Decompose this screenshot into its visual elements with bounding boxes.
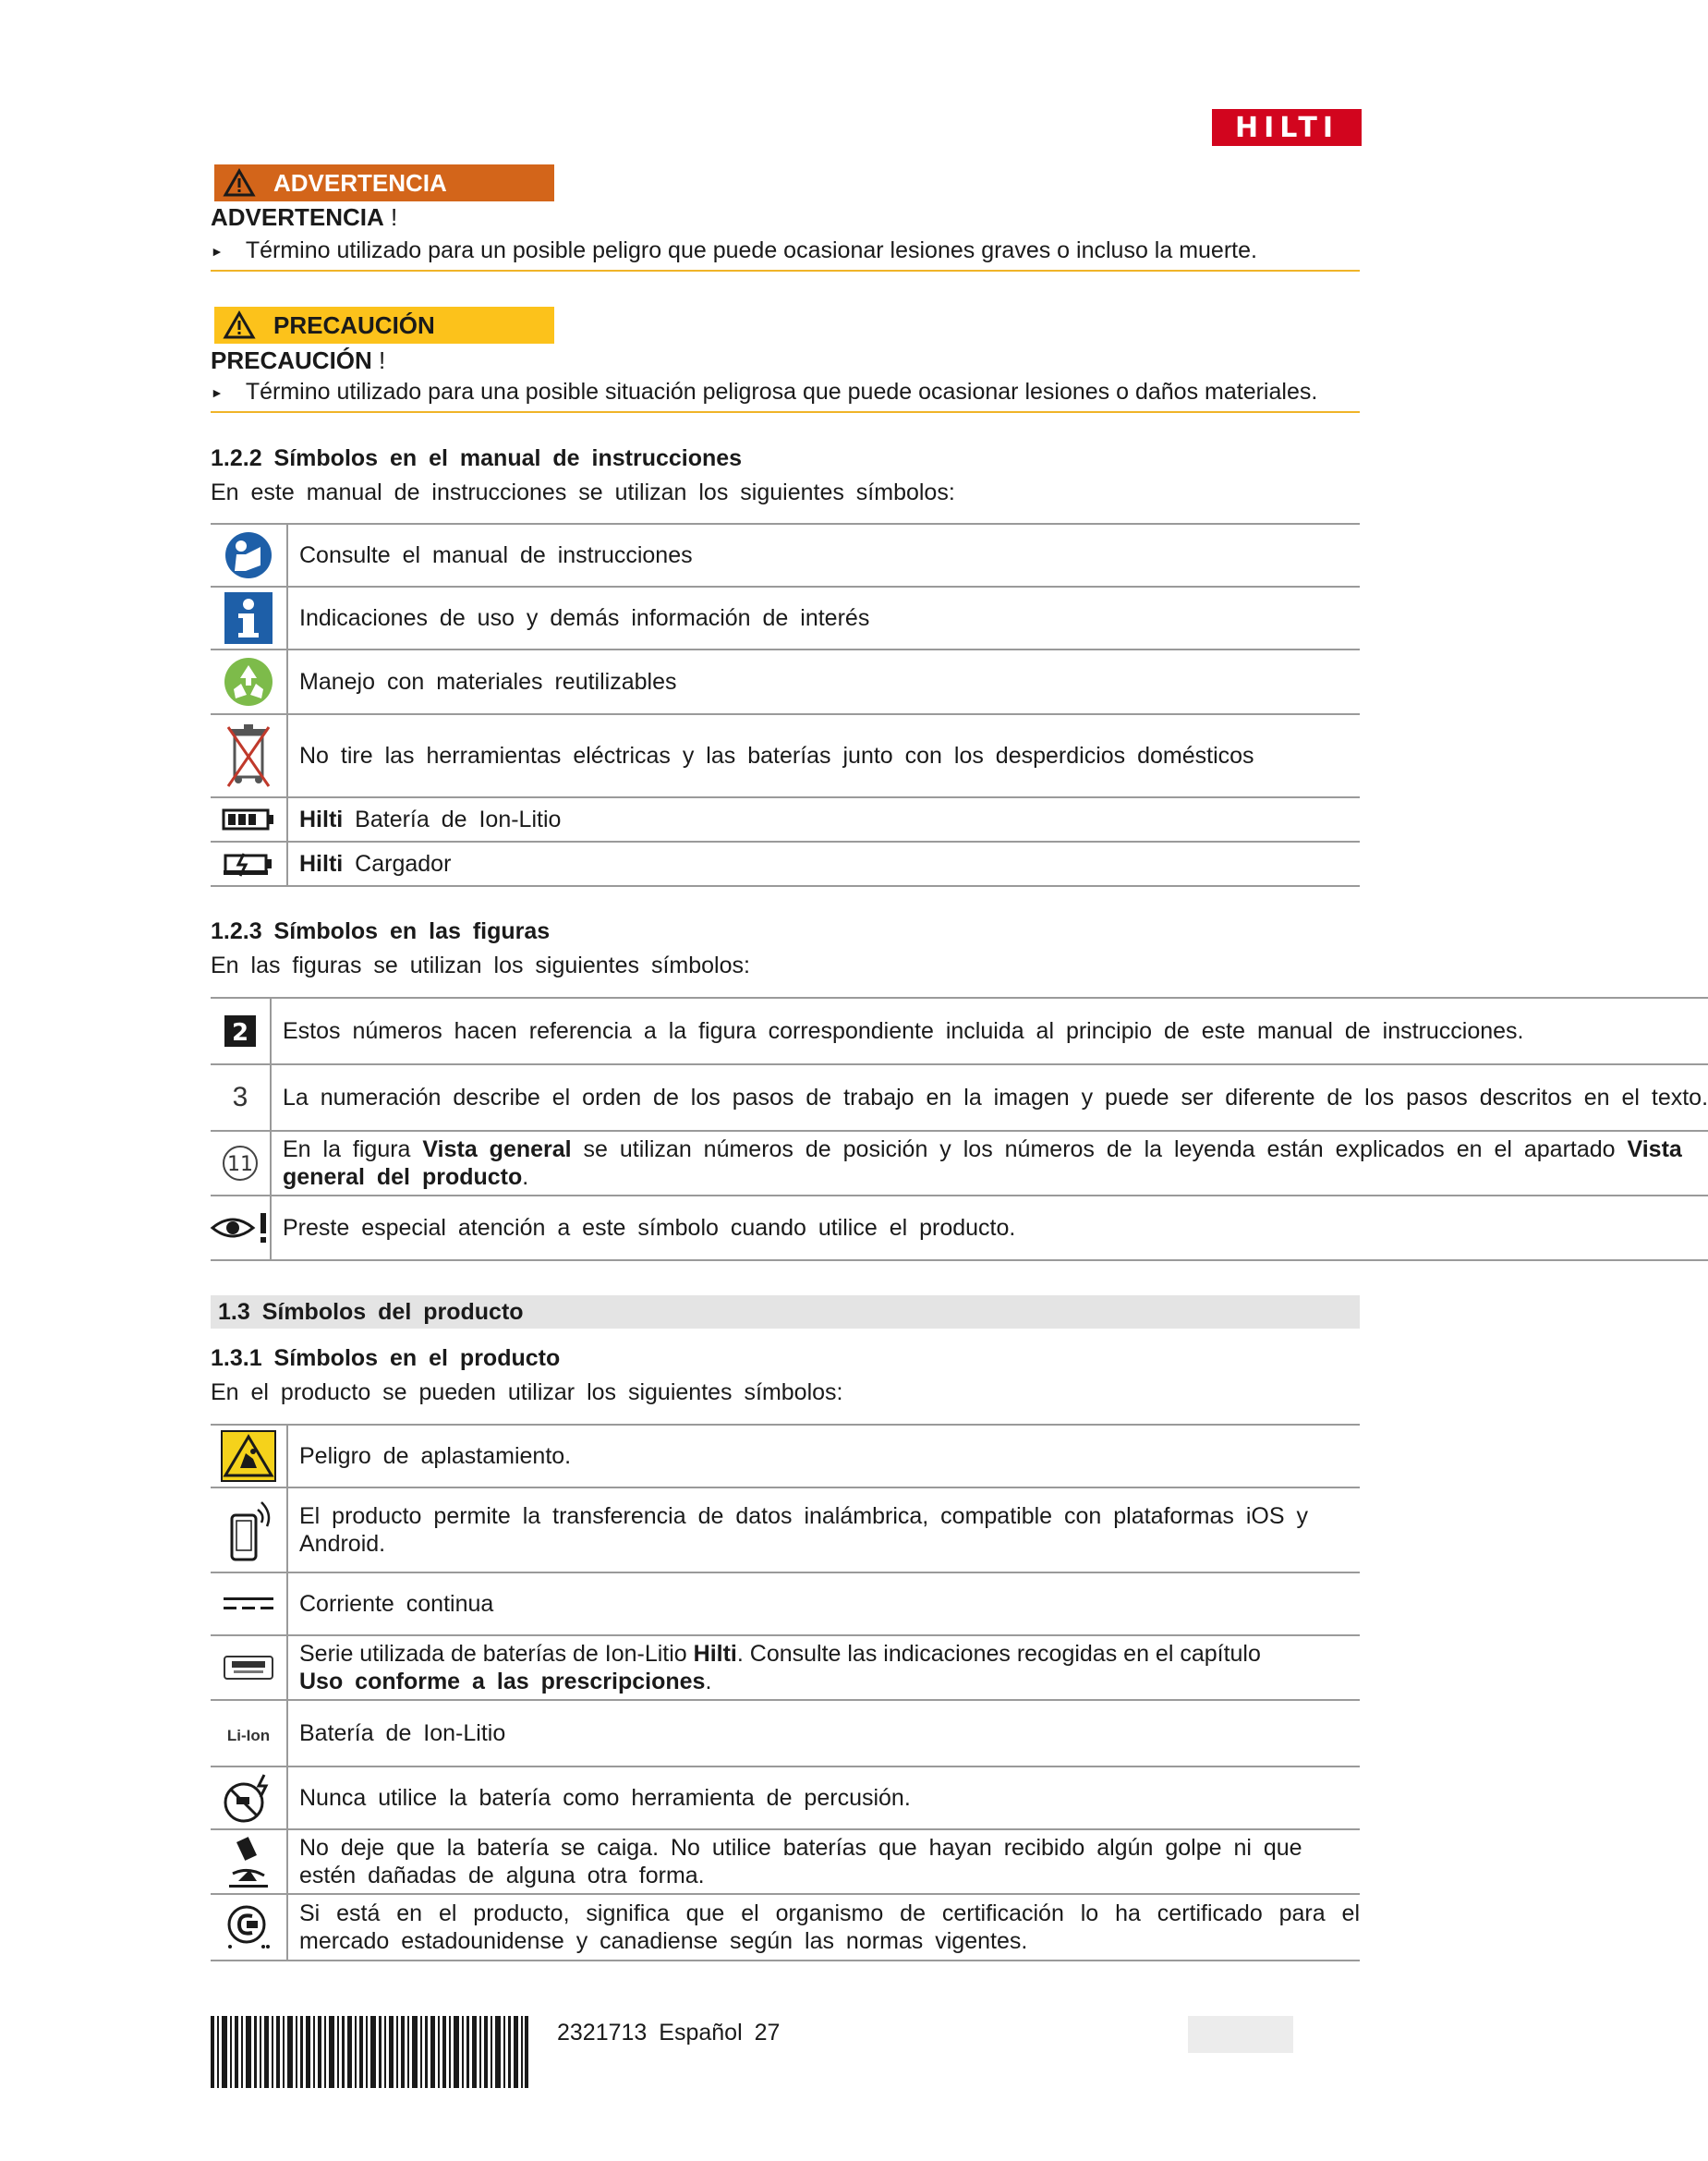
symbol-description: Estos números hacen referencia a la figura correspondiente incluida al principio de este manual de instrucciones. [271,998,1708,1064]
table-row [211,797,1360,842]
warning-text: ► Término utilizado para un posible peligro que puede ocasionar lesiones graves o incluso la muerte. [211,237,1257,263]
symbol-description: Consulte el manual de instrucciones [287,524,1360,587]
symbol-description: Corriente continua [287,1572,1360,1635]
crush-hazard-icon [211,1431,286,1481]
table-row [211,842,1360,886]
battery-icon [211,807,286,832]
drop-battery-icon [211,1833,286,1890]
info-icon [211,592,286,644]
section-intro: En las figuras se utilizan los siguientes símbolos: [211,953,750,978]
table-row [211,1131,1708,1196]
divider [211,270,1360,272]
symbol-description: Batería de Ion-Litio [287,1700,1360,1766]
warning-title: ADVERTENCIA ! [211,203,398,231]
recycle-icon [211,656,286,708]
table-row [211,1196,1708,1260]
warning-banner: ADVERTENCIA [214,164,554,201]
table-row [211,524,1360,587]
table-row [211,714,1360,797]
section-heading-1-3-1: 1.3.1 Símbolos en el producto [211,1345,561,1371]
divider [211,411,1360,413]
wireless-phone-icon [211,1497,286,1563]
table-row [211,1829,1360,1894]
warning-triangle-icon [224,169,255,197]
charger-icon [211,850,286,878]
symbol-description: No tire las herramientas eléctricas y las baterías junto con los desperdicios domésticos [287,714,1360,797]
manual-icon [211,530,286,580]
symbol-description: Preste especial atención a este símbolo cuando utilice el producto. [271,1196,1708,1260]
svg-text:11: 11 [227,1153,253,1176]
table-row [211,1700,1360,1766]
section-intro: En este manual de instrucciones se utilizan los siguientes símbolos: [211,480,955,505]
symbol-description: Nunca utilice la batería como herramienta de percusión. [287,1766,1360,1829]
table-row [211,1572,1360,1635]
symbol-description: Si está en el producto, significa que el organismo de certificación lo ha certificado para el mercado estadounidense y canadiense según las normas vigentes. [287,1894,1360,1961]
symbols-manual-table [211,523,1360,887]
symbol-description: Hilti Cargador [287,842,1360,886]
li-ion-label: Li-Ion [226,1726,271,1744]
symbol-description: Manejo con materiales reutilizables [287,650,1360,714]
dc-icon [211,1595,286,1613]
footer-page-info: 2321713 Español 27 [557,2020,781,2046]
symbol-description: En la figura Vista general se utilizan números de posición y los números de la leyenda están explicados en el apartado Vista general del producto. [271,1131,1708,1196]
table-row [211,1894,1360,1961]
step-number: 3 [232,1082,248,1112]
barcode [211,2016,528,2088]
table-row [211,1766,1360,1829]
symbol-description: No deje que la batería se caiga. No utilice baterías que hayan recibido algún golpe ni que estén dañadas de alguna otra forma. [287,1829,1360,1894]
position-number-icon [211,1145,270,1182]
symbols-product-table [211,1424,1360,1961]
section-heading-1-3: 1.3 Símbolos del producto [211,1295,1360,1329]
svg-text:2: 2 [231,1019,249,1047]
caution-triangle-icon [224,311,255,339]
symbols-figures-table [211,997,1708,1261]
crossed-bin-icon [211,722,286,790]
symbol-description: Hilti Batería de Ion-Litio [287,797,1360,842]
hilti-battery-series-icon [211,1653,286,1682]
page-tab-marker [1188,2016,1293,2053]
hilti-logo: HILTI [1212,109,1362,146]
section-intro: En el producto se pueden utilizar los siguientes símbolos: [211,1379,843,1405]
csa-icon [211,1902,286,1952]
no-hammer-icon [211,1771,286,1825]
table-row [211,1487,1360,1572]
table-row [211,587,1360,650]
symbol-description: La numeración describe el orden de los pasos de trabajo en la imagen y puede ser diferente de los pasos descritos en el texto. [271,1064,1708,1131]
section-heading-1-2-3: 1.2.3 Símbolos en las figuras [211,918,551,944]
eye-attention-icon [211,1211,270,1244]
table-row [211,1425,1360,1487]
table-row [211,1064,1708,1131]
symbol-description: Indicaciones de uso y demás información de interés [287,587,1360,650]
section-heading-1-2-2: 1.2.2 Símbolos en el manual de instrucciones [211,445,743,471]
symbol-description: El producto permite la transferencia de datos inalámbrica, compatible con plataformas iOS y Android. [287,1487,1360,1572]
symbol-description: Serie utilizada de baterías de Ion-Litio Hilti. Consulte las indicaciones recogidas en el capítulo Uso conforme a las prescripciones. [287,1635,1360,1700]
symbol-description: Peligro de aplastamiento. [287,1425,1360,1487]
table-row [211,1635,1360,1700]
caution-text: ► Término utilizado para una posible situación peligrosa que puede ocasionar lesiones o daños materiales. [211,379,1318,405]
table-row [211,998,1708,1064]
caution-banner: PRECAUCIÓN [214,307,554,344]
figure-number-badge [211,1015,270,1047]
caution-title: PRECAUCIÓN ! [211,346,386,374]
table-row [211,650,1360,714]
